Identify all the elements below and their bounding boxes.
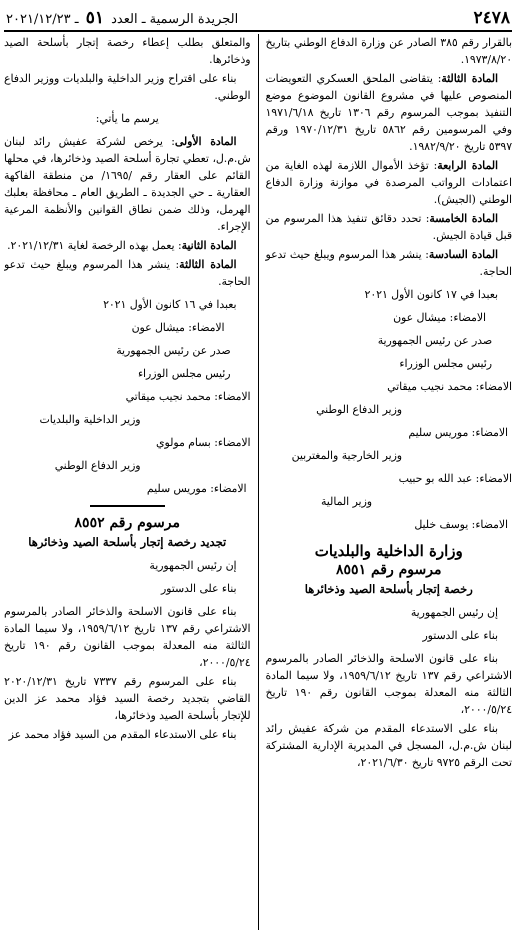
article-5-body: : تحدد دقائق تنفيذ هذا المرسوم من قبل قيادة الجيش.: [265, 212, 512, 242]
lead-text: بالقرار رقم ٣٨٥ الصادر عن وزارة الدفاع الوطني بتاريخ ١٩٧٣/٨/٢٠.: [265, 36, 512, 66]
signature-foreign: الامضاء: عبد الله بو حبيب: [398, 472, 512, 485]
decree-number: مرسوم رقم ٨٥٥٢: [74, 515, 180, 531]
article-4-heading: المادة الرابعة: [437, 159, 499, 172]
decree-subject: تجديد رخصة إتجار بأسلحة الصيد وذخائرها: [28, 535, 227, 549]
decree-constitution: بناء على الدستور: [422, 629, 498, 642]
interior-minister-title: وزير الداخلية والبلديات: [39, 413, 141, 426]
left-column: [4, 34, 257, 930]
page-number: ٢٤٧٨: [473, 8, 510, 28]
article-3-heading: المادة الثالثة: [179, 258, 237, 271]
decree-constitution: بناء على الدستور: [160, 582, 237, 595]
foreign-minister-title: وزير الخارجية والمغتربين: [291, 449, 402, 462]
page-header: [4, 4, 512, 32]
defense-minister-title: وزير الدفاع الوطني: [316, 403, 402, 416]
article-2-body: : يعمل بهذه الرخصة لغاية ٢٠٢١/١٢/٣١.: [7, 239, 182, 252]
decree-subject: رخصة إتجار بأسلحة الصيد وذخائرها: [304, 582, 473, 596]
decree-law-basis: بناء على قانون الاسلحة والذخائر الصادر بالمرسوم الاشتراعي رقم ١٣٧ تاريخ ١٩٥٩/٦/١٢، ولا سيما المادة الثالثة منه المعدلة بموجب القانون رقم ١٩٠ تاريخ ٢٠٠٠/٥/٢٤،: [4, 605, 251, 669]
decree-law-basis: بناء على قانون الاسلحة والذخائر الصادر بالمرسوم الاشتراعي رقم ١٣٧ تاريخ ١٩٥٩/٦/١٢، ولا سيما المادة الثالثة منه المعدلة بموجب القانون رقم ١٩٠ تاريخ ٢٠٠٠/٥/٢٤،: [265, 652, 512, 716]
signature-pm: الامضاء: محمد نجيب ميقاتي: [125, 390, 251, 403]
article-4-body: : تؤخذ الأموال اللازمة لهذه الغاية من اعتمادات الرواتب المرصدة في موازنة وزارة الدفاع الوطني (الجيش).: [265, 159, 512, 206]
decree-previous-renewal: بناء على المرسوم رقم ٧٣٣٧ تاريخ ٢٠٢٠/١٢/٣١ القاضي بتجديد رخصة السيد فؤاد محمد عز الدين للإتجار بأسلحة الصيد وذخائرها،: [4, 675, 251, 722]
ministry-heading: وزارة الداخلية والبلديات: [314, 542, 463, 560]
issued-by: صدر عن رئيس الجمهورية: [116, 344, 231, 357]
signature-defense: الامضاء: موريس سليم: [408, 426, 508, 439]
signature-interior: الامضاء: بسام مولوي: [156, 436, 251, 449]
defense-minister-title: وزير الدفاع الوطني: [54, 459, 141, 472]
column-divider: [258, 34, 259, 930]
article-3-body: : ينشر هذا المرسوم ويبلغ حيث تدعو الحاجة.: [4, 258, 251, 288]
issued-by: صدر عن رئيس الجمهورية: [377, 334, 492, 347]
gazette-title: [6, 8, 238, 28]
decree-application: بناء على الاستدعاء المقدم من شركة عفيش رائد لبنان ش.م.ل، المسجل في المديرية الإدارية المشتركة تحت الرقم ٩٧٢٥ تاريخ ٢٠٢١/٦/٣٠،: [265, 722, 512, 769]
pm-title: رئيس مجلس الوزراء: [137, 367, 231, 380]
decrees-following: يرسم ما يأتي:: [95, 112, 159, 125]
signing-place-date: بعبدا في ١٦ كانون الأول ٢٠٢١: [103, 298, 237, 311]
finance-minister-title: وزير المالية: [321, 495, 372, 508]
article-5-heading: المادة الخامسة: [429, 212, 499, 225]
article-5: [266, 210, 513, 244]
decree-number: مرسوم رقم ٨٥٥١: [336, 562, 442, 578]
decree-opening: إن رئيس الجمهورية: [410, 606, 498, 619]
columns: [4, 34, 512, 930]
article-6-heading: المادة السادسة: [428, 248, 498, 261]
decree-separator: [90, 505, 165, 507]
pm-title: رئيس مجلس الوزراء: [399, 357, 492, 370]
article-2-heading: المادة الثانية: [181, 239, 237, 252]
decree-application: بناء على الاستدعاء المقدم من السيد فؤاد محمد عز: [8, 728, 237, 741]
right-column: [260, 34, 513, 930]
lead-text: والمتعلق بطلب إعطاء رخصة إتجار بأسلحة الصيد وذخائرها.: [4, 36, 251, 66]
article-1: [4, 133, 251, 235]
signature-pm: الامضاء: محمد نجيب ميقاتي: [387, 380, 512, 393]
signing-place-date: بعبدا في ١٧ كانون الأول ٢٠٢١: [364, 288, 498, 301]
article-6-body: : ينشر هذا المرسوم ويبلغ حيث تدعو الحاجة.: [265, 248, 512, 278]
article-3: [266, 70, 513, 155]
proposal: بناء على اقتراح وزير الداخلية والبلديات ووزير الدفاع الوطني.: [4, 72, 251, 102]
signature-defense: الامضاء: موريس سليم: [146, 482, 247, 495]
article-3: [4, 256, 251, 290]
article-3-body: : يتقاضى الملحق العسكري التعويضات المنصوص عليها في مشروع القانون الموضوع موضع التنفيذ بموجب المرسوم رقم ١٣٠٦ تاريخ ١٩٧١/٦/١٨ وفي المرسومين رقم ٥٨٦٢ تاريخ ١٩٧٠/١٢/٣١ ورقم ٥٣٩٧ تاريخ ١٩٨٢/٩/٢٠.: [265, 72, 512, 153]
signature-president: الامضاء: ميشال عون: [393, 311, 486, 324]
article-6: [266, 246, 513, 280]
article-1-body: : يرخص لشركة عفيش رائد لبنان ش.م.ل، تعطي تجارة أسلحة الصيد وذخائرها، في محلها القائم على العقار رقم /١٦٩٥/ من منطقة الفاكهة العقارية ـ حي الجديدة ـ الطريق العام ـ محافظة بعلبك الهرمل، وذلك ضمن نطاق القوانين والأنظمة المرعية الإجراء.: [4, 135, 251, 233]
article-1-heading: المادة الأولى: [174, 135, 237, 148]
article-3-heading: المادة الثالثة: [441, 72, 498, 85]
decree-opening: إن رئيس الجمهورية: [149, 559, 237, 572]
gazette-name: الجريدة الرسمية ـ العدد: [111, 12, 239, 27]
signature-finance: الامضاء: يوسف خليل: [414, 518, 508, 531]
issue-number: ٥١: [85, 8, 104, 28]
signature-president: الامضاء: ميشال عون: [131, 321, 225, 334]
article-4: [266, 157, 513, 208]
issue-date: ـ ٢٠٢١/١٢/٢٣: [6, 12, 79, 27]
article-2: [4, 237, 251, 254]
